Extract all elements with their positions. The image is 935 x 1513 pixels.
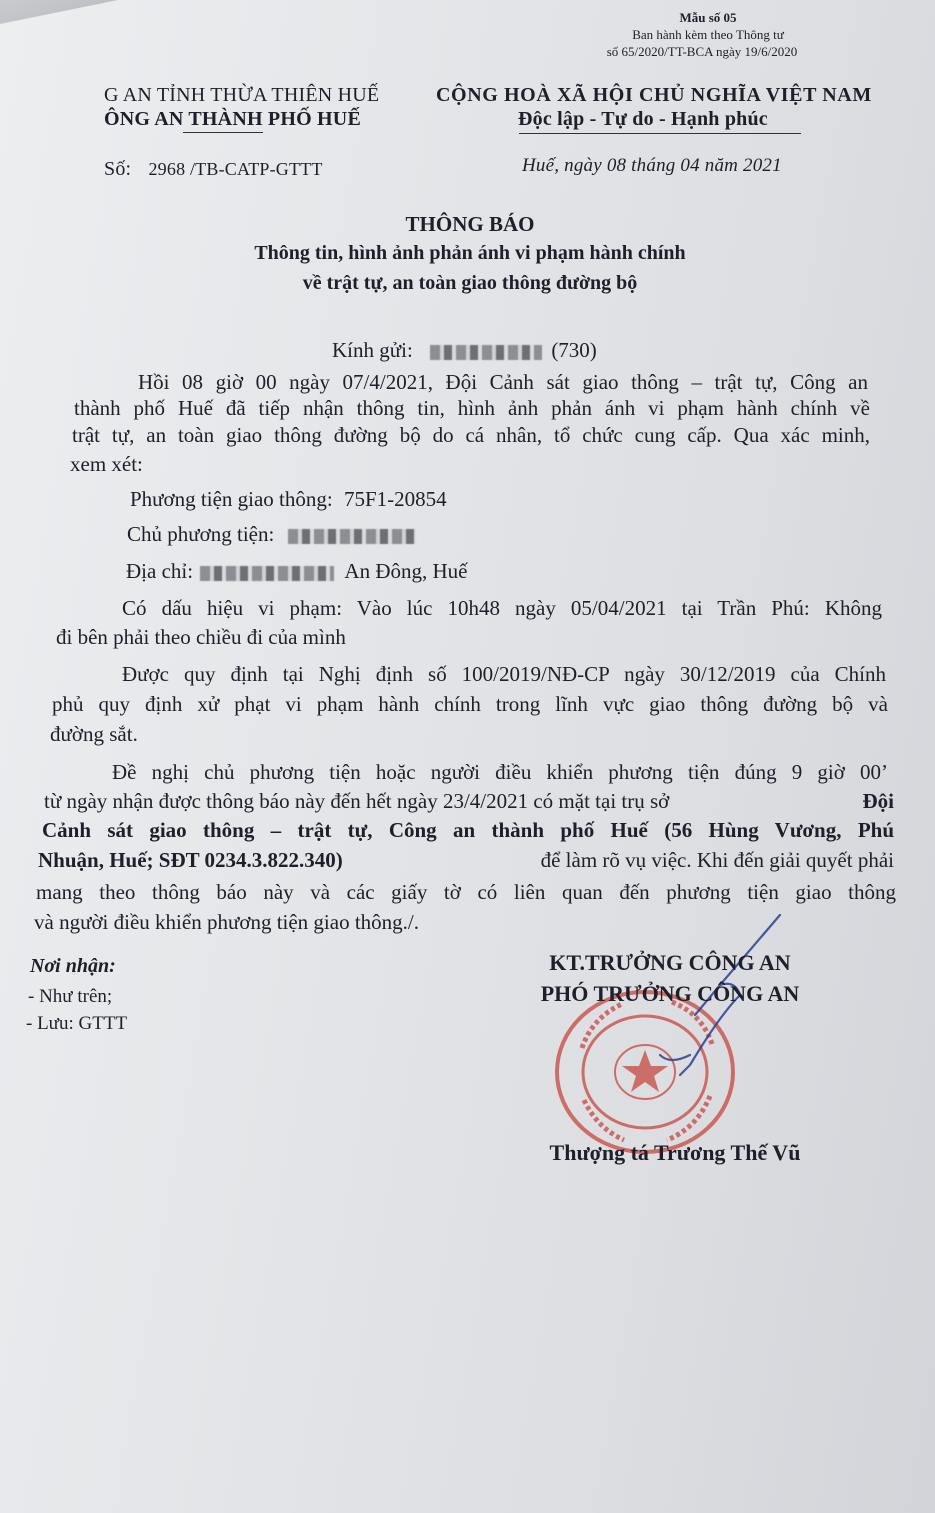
request-line2: [44, 789, 894, 814]
request-line1: Đề nghị chủ phương tiện hoặc người điều khiển phương tiện đúng 9 giờ 00’: [112, 760, 888, 784]
recipient-line: [332, 338, 597, 363]
request-line3: Cảnh sát giao thông – trật tự, Công an thành phố Huế (56 Hùng Vương, Phú: [42, 818, 894, 842]
document-number: [104, 158, 323, 181]
request-line5: mang theo thông báo này và các giấy tờ có liên quan đến phương tiện giao thông: [36, 880, 896, 904]
notice-subtitle-2: về trật tự, an toàn giao thông đường bộ: [302, 272, 638, 294]
regulation-line3: đường sắt.: [50, 722, 138, 746]
form-issued-line1: Ban hành kèm theo Thông tư: [632, 27, 784, 42]
nation-motto: Độc lập - Tự do - Hạnh phúc: [518, 108, 768, 130]
para1-line1: Hồi 08 giờ 00 ngày 07/4/2021, Đội Cảnh sát giao thông – trật tự, Công an: [138, 370, 868, 394]
redacted-address: [200, 566, 334, 581]
para1-line3: trật tự, an toàn giao thông đường bộ do cá nhân, tổ chức cung cấp. Qua xác minh,: [72, 423, 870, 447]
address-suffix: An Đông, Huế: [344, 559, 468, 583]
form-issued-line2: số 65/2020/TT-BCA ngày 19/6/2020: [606, 44, 798, 59]
violation-line2: đi bên phải theo chiều đi của mình: [56, 625, 346, 649]
recipient-label: Kính gửi:: [332, 338, 413, 362]
regulation-line1: Được quy định tại Nghị định số 100/2019/NĐ-CP ngày 30/12/2019 của Chính: [122, 662, 886, 686]
owner-field: [127, 522, 416, 547]
document-date: Huế, ngày 08 tháng 04 năm 2021: [522, 155, 782, 176]
form-reference: [598, 9, 818, 60]
regulation-line2: phủ quy định xử phạt vi phạm hành chính trong lĩnh vực giao thông đường bộ và: [52, 692, 888, 716]
notice-title: THÔNG BÁO: [405, 212, 535, 236]
notice-subtitle-1: Thông tin, hình ảnh phản ánh vi phạm hành chính: [254, 242, 686, 264]
request-line4: [38, 848, 894, 873]
agency-line1: G AN TỈNH THỪA THIÊN HUẾ: [104, 84, 380, 106]
nation-title: CỘNG HOÀ XÃ HỘI CHỦ NGHĨA VIỆT NAM: [436, 84, 872, 106]
signature-title-2: PHÓ TRƯỞNG CÔNG AN: [540, 981, 800, 1006]
signer-name: Thượng tá Trương Thế Vũ: [549, 1140, 801, 1165]
para1-line4: xem xét:: [70, 452, 143, 476]
motto-underline: [519, 133, 801, 134]
agency-underline: [183, 132, 263, 133]
address-field: [126, 559, 467, 584]
document-number-label: Số:: [104, 158, 132, 180]
recipients-title: Nơi nhận:: [30, 955, 116, 977]
request-line4-bold: Nhuận, Huế; SĐT 0234.3.822.340): [38, 848, 343, 872]
document-number-value: 2968 /TB-CATP-GTTT: [148, 159, 323, 179]
para1-line2: thành phố Huế đã tiếp nhận thông tin, hình ảnh phản ánh vi phạm hành chính về: [74, 396, 870, 420]
request-line2-bold: Đội: [862, 789, 894, 813]
redacted-owner: [288, 529, 416, 544]
address-label: Địa chỉ:: [126, 559, 194, 583]
request-line4-text: để làm rõ vụ việc. Khi đến giải quyết phải: [540, 848, 894, 872]
recipients-item-2: - Lưu: GTTT: [26, 1013, 128, 1034]
form-number: Mẫu số 05: [679, 10, 737, 25]
redacted-recipient: [430, 345, 542, 360]
owner-label: Chủ phương tiện:: [127, 522, 275, 546]
vehicle-plate: 75F1-20854: [343, 487, 447, 511]
vehicle-field: [130, 487, 447, 512]
recipients-item-1: - Như trên;: [28, 986, 113, 1007]
agency-line2: ÔNG AN THÀNH PHỐ HUẾ: [104, 108, 361, 130]
signature-title-1: KT.TRƯỞNG CÔNG AN: [549, 950, 791, 975]
request-line2-text: từ ngày nhận được thông báo này đến hết ngày 23/4/2021 có mặt tại trụ sở: [44, 789, 670, 813]
vehicle-label: Phương tiện giao thông:: [130, 487, 333, 511]
request-line6: và người điều khiển phương tiện giao thông./.: [34, 910, 420, 934]
recipient-suffix: (730): [551, 338, 597, 362]
violation-line1: Có dấu hiệu vi phạm: Vào lúc 10h48 ngày 05/04/2021 tại Trần Phú: Không: [122, 596, 882, 620]
